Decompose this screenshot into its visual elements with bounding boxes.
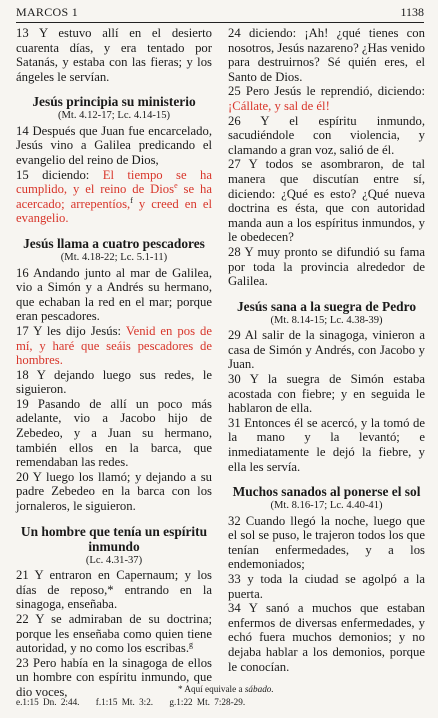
xref-e[interactable]: e.1:15 Dn. 2:44. <box>16 697 80 707</box>
verse-20: 20 Y luego los llamó; y dejando a su padre Zebedeo en la barca con los jornaleros, le siguieron. <box>16 469 212 514</box>
verse-28: 28 Y muy pronto se difundió su fama por toda la provincia alrededor de Galilea. <box>228 244 425 289</box>
footnote-sabbath-prefix: * Aquí equivale a <box>178 684 245 694</box>
verse-24: 24 diciendo: ¡Ah! ¿qué tienes con nosotros, Jesús nazareno? ¿Has venido para destruirnos? Sé quién eres, el Santo de Dios. <box>228 26 425 84</box>
verse-22 <box>16 612 212 656</box>
xref-f[interactable]: f.1:15 Mt. 3:2. <box>95 697 154 707</box>
book-chapter-title: MARCOS 1 <box>16 5 79 19</box>
xref-g[interactable]: g.1:22 Mt. 7:28-29. <box>169 697 246 707</box>
section-heading-pescadores: Jesús llama a cuatro pescadores <box>23 236 205 252</box>
verse-15-words-of-jesus-2: se ha acercado; arrepentíos, <box>16 182 212 211</box>
section-heading-espiritu-inmundo: Un hombre que tenía un espíritu inmundo <box>20 523 208 554</box>
verse-26: 26 Y el espíritu inmundo, sacudiéndole con violencia, y clamando a gran voz, salió de él. <box>228 113 425 157</box>
page-header <box>16 4 424 23</box>
verse-29: 29 Al salir de la sinagoga, vinieron a casa de Simón y Andrés, con Jacobo y Juan. <box>228 328 425 372</box>
verse-19: 19 Pasando de allí un poco más adelante, vio a Jacobo hijo de Zebedeo, y a Juan su hermano, también ellos en la barca, que remendaban las redes. <box>16 396 212 470</box>
verse-23: 23 Pero había en la sinagoga de ellos un hombre con espíritu inmundo, que dio voces, <box>16 655 212 699</box>
verse-32: 32 Cuando llegó la noche, luego que el sol se puso, le trajeron todos los que tenían enfermedades, y a los endemoniados; <box>228 513 425 572</box>
verse-17 <box>16 324 212 368</box>
verse-15-words-of-jesus-3: y creed en el evangelio. <box>16 196 212 226</box>
footnote-marker-e[interactable]: e <box>174 181 178 191</box>
section-ref-espiritu-inmundo: (Lc. 4.31-37) <box>85 554 143 566</box>
verse-15-intro: 15 diciendo: <box>16 167 90 182</box>
footnote-sabbath <box>178 684 274 694</box>
section-heading-ministerio: Jesús principia su ministerio <box>32 94 196 110</box>
verse-31: 31 Entonces él se acercó, y la tomó de la mano y la levantó; e inmediatamente le dejó la fiebre, y ella les servía. <box>228 415 425 474</box>
verse-15-words-of-jesus-1: El tiempo se ha cumplido, y el reino de Dios <box>16 167 212 197</box>
verse-18: 18 Y dejando luego sus redes, le siguieron. <box>16 367 212 397</box>
section-ref-suegra: (Mt. 8.14-15; Lc. 4.38-39) <box>270 314 383 326</box>
footnote-marker-f[interactable]: f <box>130 195 133 205</box>
verse-25 <box>228 84 425 113</box>
footnote-sabbath-word: sábado. <box>244 684 274 694</box>
left-column <box>16 26 212 699</box>
section-ref-sanados: (Mt. 8.16-17; Lc. 4.40-41) <box>270 500 383 512</box>
page-number: 1138 <box>400 5 424 19</box>
section-heading-sanados: Muchos sanados al ponerse el sol <box>232 484 421 500</box>
footnote-marker-g[interactable]: g <box>189 639 194 649</box>
cross-references <box>16 697 422 707</box>
verse-25-intro: 25 Pero Jesús le reprendió, diciendo: <box>228 84 425 99</box>
verse-16: 16 Andando junto al mar de Galilea, vio a Simón y a Andrés su hermano, que echaban la red en el mar; porque eran pescadores. <box>16 265 212 324</box>
section-heading-suegra: Jesús sana a la suegra de Pedro <box>236 298 417 314</box>
verse-30: 30 Y la suegra de Simón estaba acostada con fiebre; y en seguida le hablaron de ella. <box>228 371 425 416</box>
verse-22-text: 22 Y se admiraban de su doctrina; porque les enseñaba como quien tiene autoridad, y no como los escribas. <box>16 611 212 656</box>
verse-17-words-of-jesus: Venid en pos de mí, y haré que seáis pescadores de hombres. <box>16 323 212 368</box>
verse-33: 33 y toda la ciudad se agolpó a la puerta. <box>228 572 425 601</box>
verse-14: 14 Después que Juan fue encarcelado, Jesús vino a Galilea predicando el evangelio del reino de Dios, <box>16 123 212 168</box>
verse-27: 27 Y todos se asombraron, de tal manera que discutían entre sí, diciendo: ¿Qué es esto? ¿Qué nueva doctrina es ésta, que con autoridad manda aun a los espíritus inmundos, y le obedecen? <box>228 157 425 245</box>
verse-13: 13 Y estuvo allí en el desierto cuarenta días, y era tentado por Satanás, y estaba con las fieras; y los ángeles le servían. <box>16 26 212 84</box>
right-column <box>228 26 425 674</box>
section-ref-ministerio: (Mt. 4.12-17; Lc. 4.14-15) <box>57 110 171 122</box>
verse-15 <box>16 168 212 226</box>
verse-17-intro: 17 Y les dijo Jesús: <box>16 323 122 338</box>
section-ref-pescadores: (Mt. 4.18-22; Lc. 5.1-11) <box>60 252 168 264</box>
verse-21: 21 Y entraron en Capernaum; y los días de reposo,* entrando en la sinagoga, enseñaba. <box>16 568 212 612</box>
verse-25-words-of-jesus: ¡Cállate, y sal de él! <box>228 98 330 113</box>
verse-34: 34 Y sanó a muchos que estaban enfermos de diversas enfermedades, y echó fuera muchos demonios; y no dejaba hablar a los demonios, porque le conocían. <box>228 601 425 674</box>
